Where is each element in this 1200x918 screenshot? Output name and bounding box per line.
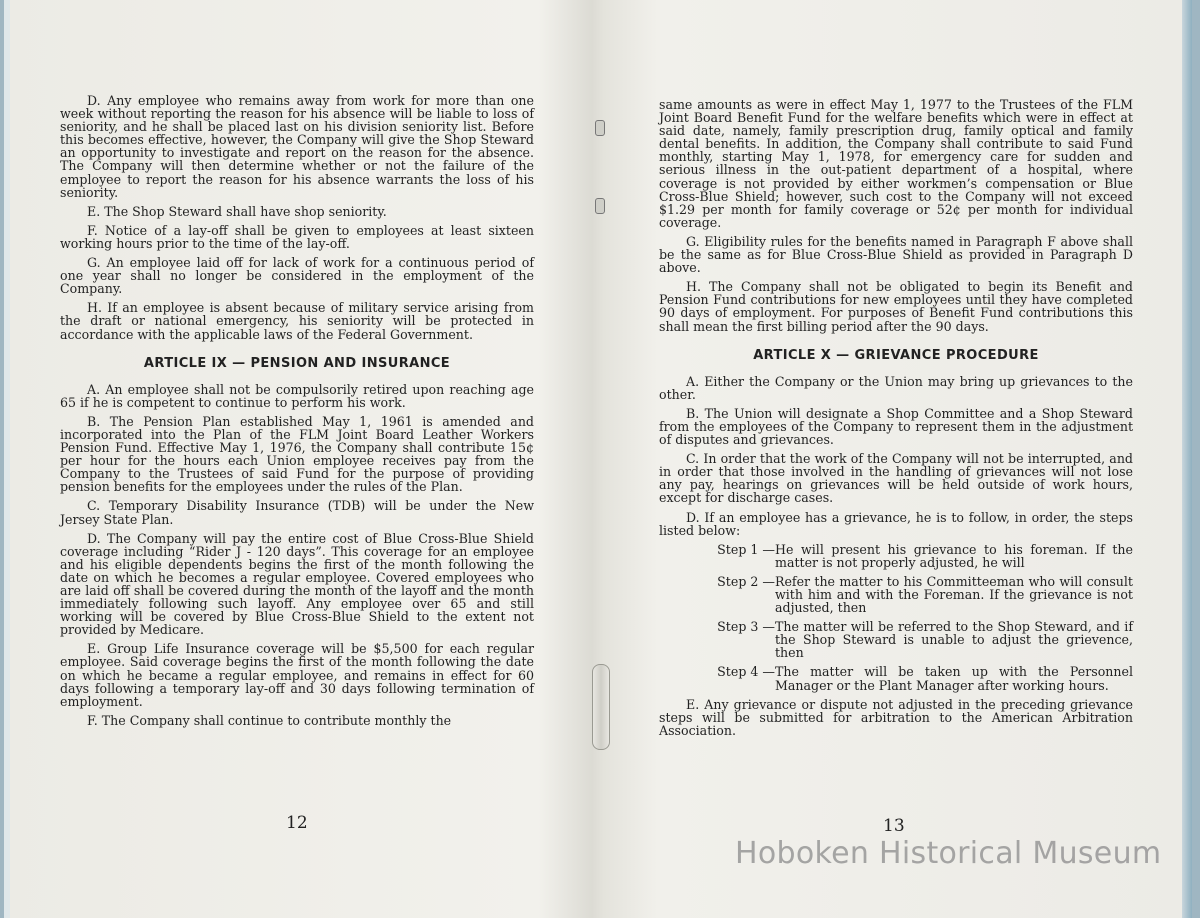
paragraph: A. An employee shall not be compulsorily retired upon reaching age 65 if he is competent to continue to perform his work. bbox=[60, 381, 534, 410]
paragraph: D. Any employee who remains away from work for more than one week without reporting the reason for his absence will be liable to loss of seniority, and he shall be placed last on his division seniority list. Before this becomes effective, however, the Company will give the Shop Steward an opportunity to investigate and report on the reason for the absence. The Company will then determine whether or not the failure of the employee to report the reason for his absence warrants the loss of his seniority. bbox=[60, 93, 534, 200]
paragraph: C. In order that the work of the Company will not be interrupted, and in order that those involved in the handling of grievances will not lose any pay, hearings on grievances will be held outside of work hours, except for discharge cases. bbox=[659, 451, 1133, 506]
paragraph: A. Either the Company or the Union may bring up grievances to the other. bbox=[659, 373, 1133, 402]
museum-watermark: Hoboken Historical Museum bbox=[735, 836, 1162, 871]
paragraph: H. If an employee is absent because of military service arising from the draft or national emergency, his seniority will be protected in accordance with the applicable laws of the Federal Government. bbox=[60, 300, 534, 342]
staple-mark bbox=[595, 198, 605, 214]
step-label: Step 4 — bbox=[717, 664, 775, 680]
step-text: He will present his grievance to his foreman. If the matter is not properly adjusted, he will bbox=[775, 541, 1133, 570]
left-page-text bbox=[60, 94, 534, 733]
grievance-step bbox=[659, 543, 1133, 569]
paragraph: F. Notice of a lay-off shall be given to employees at least sixteen working hours prior to the time of the lay-off. bbox=[60, 222, 534, 251]
step-label: Step 3 — bbox=[717, 619, 775, 635]
page-number: 12 bbox=[286, 813, 308, 833]
left-page bbox=[4, 0, 594, 918]
paragraph: D. If an employee has a grievance, he is to follow, in order, the steps listed below: bbox=[659, 509, 1133, 538]
paragraph: E. The Shop Steward shall have shop seniority. bbox=[87, 203, 387, 219]
page-number: 13 bbox=[883, 816, 905, 836]
paragraph: G. Eligibility rules for the benefits named in Paragraph F above shall be the same as for Blue Cross-Blue Shield as provided in Paragraph D above. bbox=[659, 233, 1133, 276]
right-page-text bbox=[659, 98, 1133, 743]
step-text: Refer the matter to his Committeeman who will consult with him and with the Foreman. If the grievance is not adjusted, then bbox=[775, 573, 1133, 616]
grievance-step bbox=[659, 665, 1133, 691]
step-text: The matter will be taken up with the Personnel Manager or the Plant Manager after working hours. bbox=[775, 664, 1133, 693]
booklet-spread bbox=[4, 0, 1192, 918]
paragraph: same amounts as were in effect May 1, 1977 to the Trustees of the FLM Joint Board Benefit Fund for the welfare benefits which were in effect at said date, namely, family prescription drug, family optical and family dental benefits. In addition, the Company shall contribute to said Fund monthly, starting May 1, 1978, for emergency care for sudden and serious illness in the out-patient department of a hospital, where coverage is not provided by either workmen’s compensation or Blue Cross-Blue Shield; however, such cost to the Company will not exceed $1.29 per month for family coverage or 52¢ per month for individual coverage. bbox=[659, 97, 1133, 230]
paragraph: B. The Pension Plan established May 1, 1961 is amended and incorporated into the Plan of the FLM Joint Board Leather Workers Pension Fund. Effective May 1, 1976, the Company shall contribute 15¢ per hour for the hours each Union employee receives pay from the Company to the Trustees of said Fund for the purpose of providing pension benefits for the employees under the rules of the Plan. bbox=[60, 413, 534, 495]
paragraph: C. Temporary Disability Insurance (TDB) will be under the New Jersey State Plan. bbox=[60, 498, 534, 527]
paragraph: E. Group Life Insurance coverage will be $5,500 for each regular employee. Said coverage begins the first of the month following the date on which he became a regular employee, and remains in effect for 60 days following a temporary lay-off and 30 days following termination of employment. bbox=[60, 641, 534, 709]
step-text: The matter will be referred to the Shop Steward, and if the Shop Steward is unable to adjust the grievence, then bbox=[775, 619, 1133, 661]
paragraph: D. The Company will pay the entire cost of Blue Cross-Blue Shield coverage including “Rider J - 120 days”. This coverage for an employee and his eligible dependents begins the first of the month following the date on which he becomes a regular employee. Covered employees who are laid off shall be covered during the month of the layoff and the month immediately following such layoff. Any employee over 65 and still working will be covered by Blue Cross-Blue Shield to the extent not provided by Medicare. bbox=[60, 530, 534, 638]
step-label: Step 1 — bbox=[717, 541, 775, 557]
right-page bbox=[602, 0, 1192, 918]
article-heading: ARTICLE X — GRIEVANCE PROCEDURE bbox=[753, 347, 1039, 363]
paragraph: H. The Company shall not be obligated to begin its Benefit and Pension Fund contributions for new employees until they have completed 90 days of employment. For purposes of Benefit Fund contributions this shall mean the first billing period after the 90 days. bbox=[659, 279, 1133, 334]
paragraph: F. The Company shall continue to contribute monthly the bbox=[87, 712, 452, 728]
paragraph: E. Any grievance or dispute not adjusted in the preceding grievance steps will be submitted for arbitration to the American Arbitration Association. bbox=[659, 696, 1133, 738]
step-label: Step 2 — bbox=[717, 573, 775, 589]
paragraph: G. An employee laid off for lack of work for a continuous period of one year shall no longer be considered in the employment of the Company. bbox=[60, 255, 534, 297]
binding-staple bbox=[592, 664, 610, 750]
staple-mark bbox=[595, 120, 605, 136]
grievance-step bbox=[659, 575, 1133, 614]
article-heading: ARTICLE IX — PENSION AND INSURANCE bbox=[143, 355, 451, 371]
grievance-step bbox=[659, 620, 1133, 659]
paragraph: B. The Union will designate a Shop Committee and a Shop Steward from the employees of the Company to represent them in the adjustment of disputes and grievances. bbox=[659, 405, 1133, 448]
